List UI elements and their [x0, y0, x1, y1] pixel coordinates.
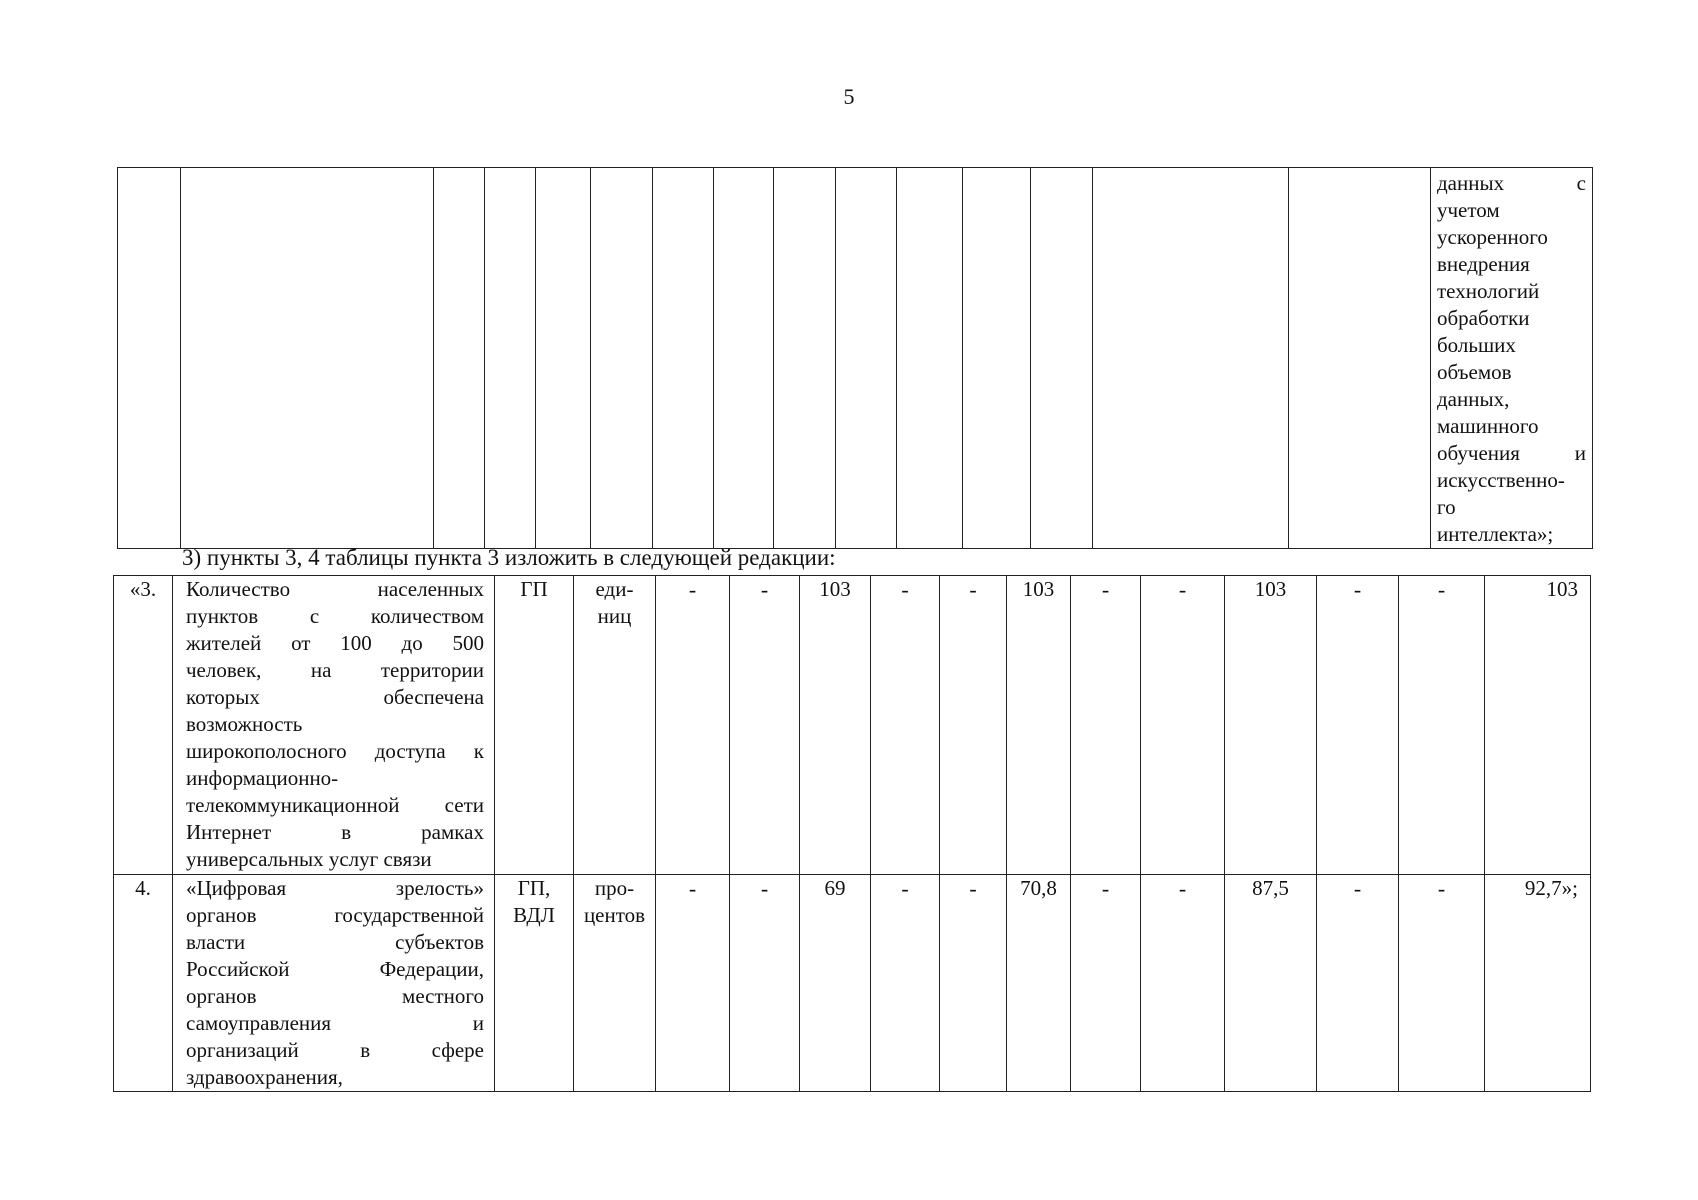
empty-cell [485, 168, 536, 549]
text-line: органов местного [186, 984, 484, 1008]
text-line: широкополосного доступа к [186, 739, 484, 763]
empty-value-dash: - [1399, 875, 1485, 1092]
empty-cell [1031, 168, 1093, 549]
text-line: центов [583, 903, 646, 927]
empty-value-dash: - [1317, 576, 1399, 875]
text-line: Российской Федерации, [186, 957, 484, 981]
empty-value-dash: - [940, 875, 1007, 1092]
text-line: интеллекта»; [1437, 522, 1554, 546]
text-line: обучения и [1437, 441, 1586, 465]
empty-value-dash: - [1399, 576, 1485, 875]
text-line: данных, [1437, 387, 1510, 411]
empty-cell [591, 168, 653, 549]
indicator-description [173, 875, 495, 1092]
text-line: ВДЛ [513, 903, 555, 927]
empty-cell [963, 168, 1031, 549]
row-number: «3. [114, 576, 173, 875]
empty-cell [836, 168, 897, 549]
text-line: ниц [597, 604, 632, 628]
text-line: учетом [1437, 198, 1500, 222]
amendment-instruction: 3) пункты 3, 4 таблицы пункта 3 изложить в следующей редакции: [182, 545, 836, 570]
text-line: Интернет в рамках [186, 820, 484, 844]
indicator-value: 69 [800, 875, 871, 1092]
text-line: органов государственной [186, 903, 484, 927]
text-line: ГП [520, 577, 548, 601]
empty-value-dash: - [656, 576, 730, 875]
text-line: самоуправления и [186, 1011, 484, 1035]
empty-value-dash: - [730, 576, 800, 875]
text-line: внедрения [1437, 252, 1530, 276]
text-line: информационно- [186, 766, 339, 790]
empty-cell [1093, 168, 1289, 549]
indicator-value: 103 [1485, 576, 1591, 875]
empty-value-dash: - [656, 875, 730, 1092]
empty-cell [714, 168, 774, 549]
text-line: власти субъектов [186, 930, 484, 954]
table-row [114, 576, 1591, 875]
empty-value-dash: - [871, 875, 940, 1092]
empty-value-dash: - [1071, 875, 1141, 1092]
table-row [114, 875, 1591, 1092]
text-line: ускоренного [1437, 225, 1548, 249]
empty-value-dash: - [940, 576, 1007, 875]
page-number: 5 [843, 84, 855, 109]
empty-cell [774, 168, 836, 549]
continuation-row [118, 168, 1593, 549]
indicator-value: 103 [1225, 576, 1317, 875]
text-line: го [1437, 495, 1456, 519]
empty-cell [1289, 168, 1431, 549]
text-line: больших [1437, 333, 1516, 357]
text-line: объемов [1437, 360, 1512, 384]
text-line: данных с [1437, 171, 1586, 195]
indicator-type [495, 576, 574, 875]
text-line: жителей от 100 до 500 [186, 631, 484, 655]
text-line: ГП, [517, 876, 551, 900]
empty-cell [181, 168, 434, 549]
empty-value-dash: - [1141, 576, 1225, 875]
indicator-description [173, 576, 495, 875]
text-line: Количество населенных [186, 577, 484, 601]
empty-value-dash: - [1317, 875, 1399, 1092]
text-line: обработки [1437, 306, 1530, 330]
empty-cell [118, 168, 181, 549]
unit-of-measure [574, 576, 656, 875]
continuation-table [117, 167, 1593, 549]
text-line: здравоохранения, [186, 1065, 343, 1089]
empty-cell [653, 168, 714, 549]
empty-value-dash: - [1071, 576, 1141, 875]
row-number: 4. [114, 875, 173, 1092]
text-line: пунктов с количеством [186, 604, 484, 628]
empty-value-dash: - [871, 576, 940, 875]
empty-cell [536, 168, 591, 549]
text-line: универсальных услуг связи [186, 847, 432, 871]
empty-value-dash: - [730, 875, 800, 1092]
text-line: организаций в сфере [186, 1038, 484, 1062]
empty-value-dash: - [1141, 875, 1225, 1092]
text-line: телекоммуникационной сети [186, 793, 484, 817]
empty-cell [897, 168, 963, 549]
text-line: человек, на территории [186, 658, 484, 682]
indicator-type [495, 875, 574, 1092]
text-line: «Цифровая зрелость» [186, 876, 484, 900]
text-line: еди- [595, 577, 634, 601]
indicators-table [113, 575, 1591, 1092]
continuation-text [1435, 168, 1588, 548]
indicator-value: 103 [1007, 576, 1071, 875]
text-line: возможность [186, 712, 303, 736]
indicator-value: 103 [800, 576, 871, 875]
indicator-value: 70,8 [1007, 875, 1071, 1092]
empty-cell [434, 168, 485, 549]
text-line: про- [594, 876, 635, 900]
unit-of-measure [574, 875, 656, 1092]
continuation-text-cell [1431, 168, 1593, 549]
indicator-value: 87,5 [1225, 875, 1317, 1092]
text-line: искусственно- [1437, 468, 1565, 492]
indicator-value: 92,7»; [1485, 875, 1591, 1092]
text-line: технологий [1437, 279, 1540, 303]
text-line: машинного [1437, 414, 1539, 438]
text-line: которых обеспечена [186, 685, 484, 709]
